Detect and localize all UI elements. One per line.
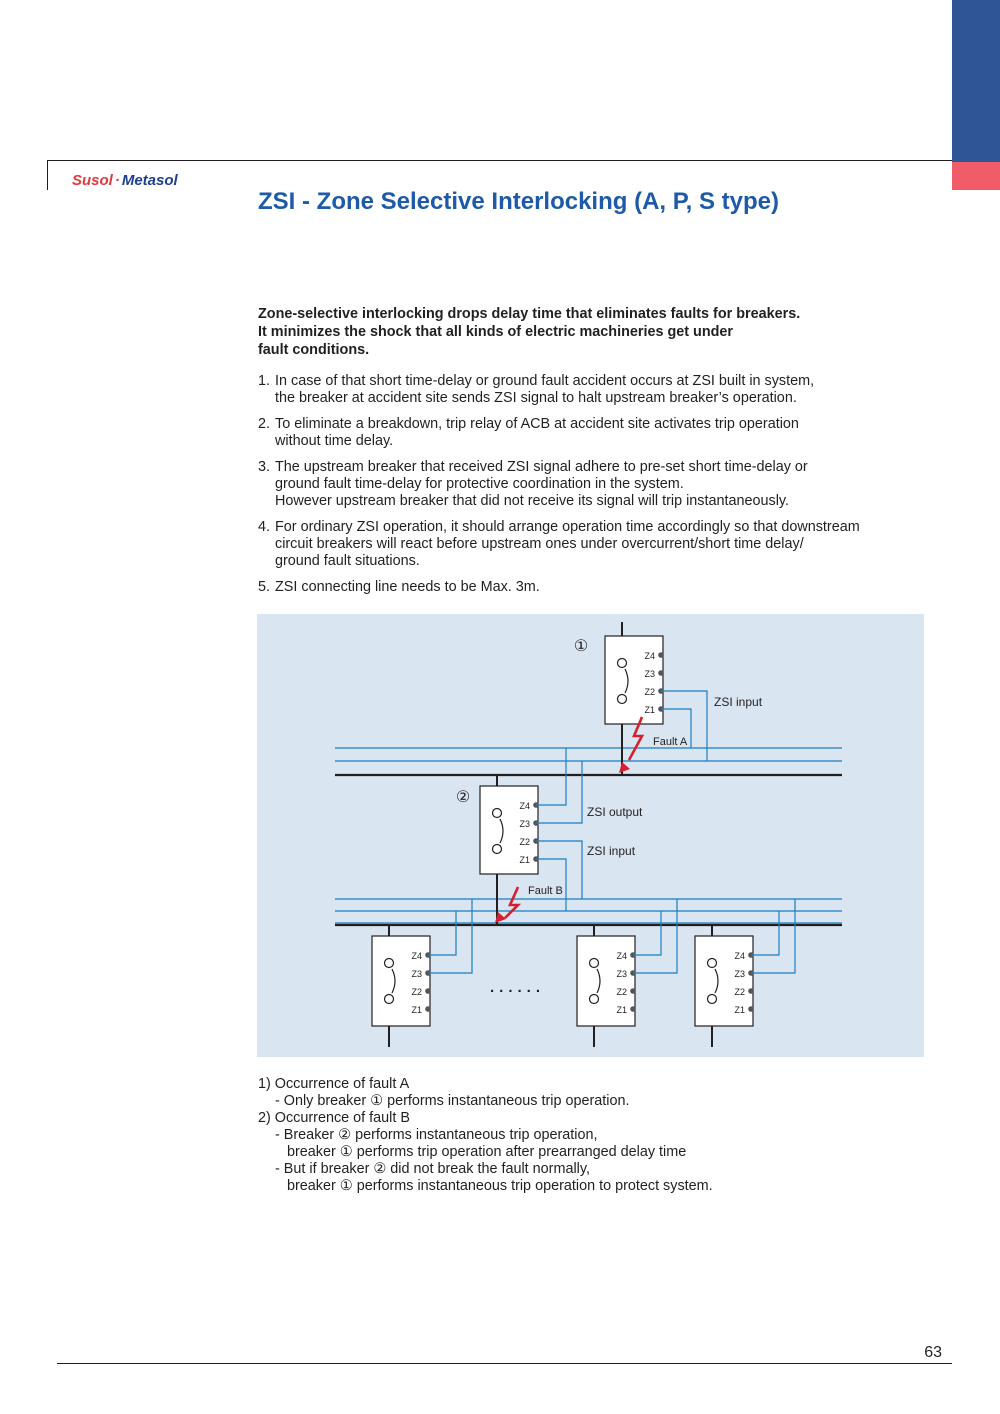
contact-circle (590, 995, 599, 1004)
terminal-dot (658, 670, 664, 676)
contact-circle (618, 659, 627, 668)
list-item (258, 416, 918, 450)
note-line: breaker ① performs instantaneous trip operation to protect system. (287, 1178, 713, 1194)
zsi-wire (428, 911, 456, 955)
fault-a-label: Fault A (653, 736, 688, 748)
fault-b-label: Fault B (528, 885, 563, 897)
contact-circle (493, 845, 502, 854)
terminal-label: Z3 (519, 819, 530, 829)
list-item (258, 373, 918, 407)
list-item (258, 519, 918, 570)
terminal-label: Z3 (616, 969, 627, 979)
contact-circle (708, 959, 717, 968)
terminal-label: Z3 (644, 669, 655, 679)
list-item-line: without time delay. (275, 433, 394, 449)
fault-notes (258, 1076, 713, 1195)
terminal-label: Z1 (734, 1005, 745, 1015)
contact-circle (590, 959, 599, 968)
terminal-dot (425, 988, 431, 994)
list-item-number: 1. (258, 373, 271, 389)
intro-line: fault conditions. (258, 342, 370, 358)
zsi-input-label-2: ZSI input (587, 844, 636, 858)
numbered-list (258, 373, 918, 605)
page-title: ZSI - Zone Selective Interlocking (A, P, S type) (258, 188, 780, 215)
contact-circle (385, 995, 394, 1004)
terminal-label: Z4 (734, 951, 745, 961)
terminal-label: Z4 (519, 801, 530, 811)
intro-line: It minimizes the shock that all kinds of electric machineries get under (258, 324, 734, 340)
list-item-line: The upstream breaker that received ZSI signal adhere to pre-set short time-delay or (275, 459, 808, 475)
intro-line: Zone-selective interlocking drops delay time that eliminates faults for breakers. (258, 306, 801, 322)
terminal-label: Z1 (616, 1005, 627, 1015)
note-line: 1) Occurrence of fault A (258, 1076, 410, 1092)
zsi-input-label-1: ZSI input (714, 695, 763, 709)
terminal-dot (630, 988, 636, 994)
breaker-2-label: ② (455, 789, 471, 806)
zsi-diagram (257, 614, 924, 1057)
header-rule (47, 160, 952, 161)
zsi-wire (633, 899, 677, 973)
list-item-line: ZSI connecting line needs to be Max. 3m. (275, 579, 540, 595)
terminal-label: Z4 (616, 951, 627, 961)
zsi-wire (751, 911, 779, 955)
ellipsis-dots: · · · · · · (490, 983, 541, 1000)
terminal-label: Z2 (644, 687, 655, 697)
contact-circle (708, 995, 717, 1004)
note-line: breaker ① performs trip operation after prearranged delay time (287, 1144, 687, 1160)
list-item (258, 459, 918, 510)
terminal-dot (630, 1006, 636, 1012)
note-line: - But if breaker ② did not break the fault normally, (275, 1161, 590, 1177)
list-item (258, 579, 918, 596)
fault-b-bolt (505, 887, 518, 918)
zsi-diagram-svg (257, 614, 924, 1057)
terminal-label: Z2 (519, 837, 530, 847)
note-line: - Only breaker ① performs instantaneous trip operation. (275, 1093, 630, 1109)
footer-rule (57, 1363, 952, 1364)
terminal-label: Z2 (411, 987, 422, 997)
note-line: - Breaker ② performs instantaneous trip operation, (275, 1127, 598, 1143)
terminal-dot (748, 1006, 754, 1012)
note-line: 2) Occurrence of fault B (258, 1110, 410, 1126)
zsi-wire (428, 899, 472, 973)
contact-circle (493, 809, 502, 818)
side-tab-red (952, 162, 1000, 190)
list-item-line: circuit breakers will react before upstream ones under overcurrent/short time delay/ (275, 536, 804, 552)
zsi-output-label: ZSI output (587, 805, 643, 819)
zsi-wire (536, 761, 582, 823)
fault-a-arrow (619, 762, 630, 773)
brand-susol: Susol (72, 172, 113, 189)
terminal-label: Z3 (411, 969, 422, 979)
list-item-line: For ordinary ZSI operation, it should arrange operation time accordingly so that downstream (275, 519, 860, 535)
zsi-wire (536, 748, 566, 805)
list-item-number: 3. (258, 459, 271, 475)
terminal-dot (658, 652, 664, 658)
list-item-number: 2. (258, 416, 271, 432)
contact-circle (385, 959, 394, 968)
brand-metasol: Metasol (121, 172, 178, 189)
page-number: 63 (924, 1344, 942, 1361)
zsi-wire (633, 911, 661, 955)
brand-logo (72, 172, 178, 189)
list-item-line: the breaker at accident site sends ZSI signal to halt upstream breaker’s operation. (275, 390, 797, 406)
terminal-label: Z1 (411, 1005, 422, 1015)
terminal-label: Z4 (644, 651, 655, 661)
terminal-label: Z2 (616, 987, 627, 997)
terminal-label: Z4 (411, 951, 422, 961)
list-item-line: To eliminate a breakdown, trip relay of ACB at accident site activates trip operation (275, 416, 799, 432)
list-item-line: However upstream breaker that did not receive its signal will trip instantaneously. (275, 493, 790, 509)
zsi-wire (751, 899, 795, 973)
list-item-number: 5. (258, 579, 271, 595)
brand-separator: · (114, 172, 120, 189)
contact-circle (618, 695, 627, 704)
terminal-label: Z2 (734, 987, 745, 997)
terminal-dot (748, 988, 754, 994)
terminal-label: Z1 (644, 705, 655, 715)
terminal-label: Z1 (519, 855, 530, 865)
list-item-line: ground fault time-delay for protective coordination in the system. (275, 476, 684, 492)
list-item-line: ground fault situations. (275, 553, 420, 569)
zsi-wire (661, 691, 707, 761)
intro-paragraph (258, 305, 898, 359)
terminal-label: Z3 (734, 969, 745, 979)
side-tab-blue (952, 0, 1000, 162)
list-item-line: In case of that short time-delay or ground fault accident occurs at ZSI built in system, (275, 373, 815, 389)
list-item-number: 4. (258, 519, 271, 535)
breaker-1-label: ① (573, 638, 589, 655)
header-tick (47, 160, 48, 190)
terminal-dot (425, 1006, 431, 1012)
